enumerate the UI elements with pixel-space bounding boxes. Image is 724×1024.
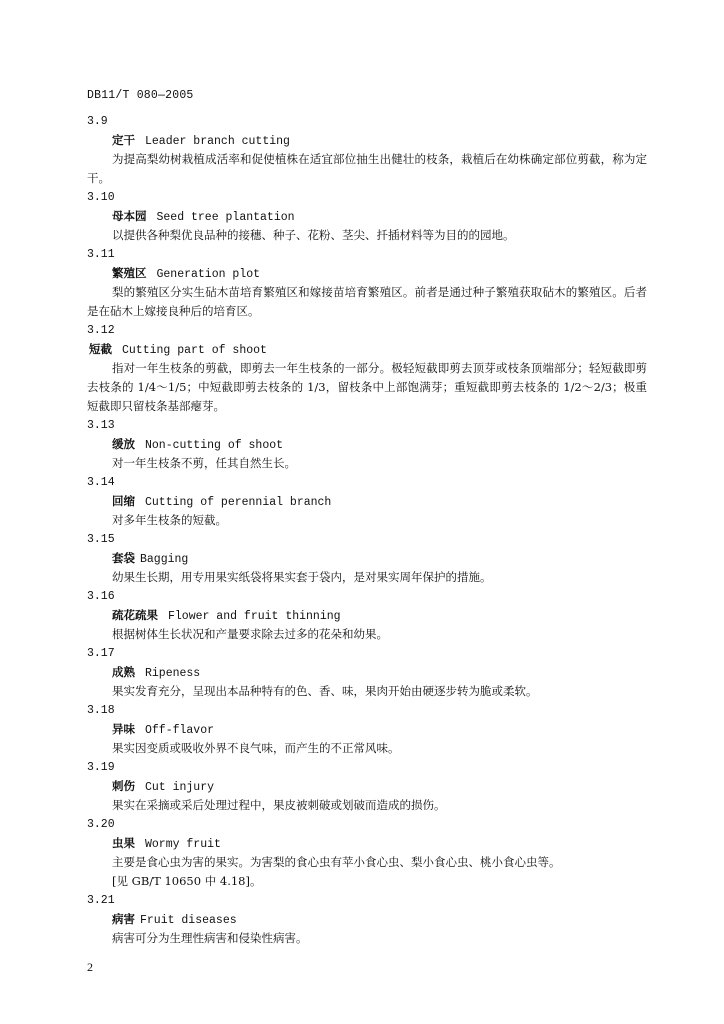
term-english: Bagging [140,553,189,566]
term-entry-3-19 [87,758,647,815]
term-heading [87,340,647,359]
term-chinese: 定干 [112,133,135,147]
term-entry-3-12 [87,321,647,416]
term-english: Ripeness [145,667,201,680]
term-entry-3-16 [87,587,647,644]
clause-number: 3.12 [87,324,115,337]
term-english: Off-flavor [145,724,215,737]
term-definition: 为提高梨幼树栽植成活率和促使植株在适宜部位抽生出健壮的枝条，栽植后在幼株确定部位剪截，称为定干。 [87,152,647,185]
term-heading [87,777,647,796]
term-definition: 指对一年生枝条的剪截，即剪去一年生枝条的一部分。极轻短截即剪去顶芽或枝条顶端部分；轻短截即剪去枝条的 1/4～1/5；中短截即剪去枝条的 1/3，留枝条中上部饱满芽；重短截即剪去枝条的 1/2～2/3；极重短截即只留枝条基部瘪芽。 [87,361,647,413]
term-heading [87,207,647,226]
term-definition: 果实发育充分，呈现出本品种特有的色、香、味，果肉开始由硬逐步转为脆或柔软。 [112,684,538,698]
term-english: Flower and fruit thinning [168,610,341,623]
term-heading [87,910,647,929]
term-definition: 果实在采摘或采后处理过程中，果皮被刺破或划破而造成的损伤。 [112,798,446,812]
term-entry-3-10 [87,188,647,245]
term-definition: 幼果生长期，用专用果实纸袋将果实套于袋内，是对果实周年保护的措施。 [112,570,492,584]
clause-number: 3.15 [87,533,115,546]
term-heading [87,131,647,150]
term-entry-3-13 [87,416,647,473]
term-chinese: 病害 [112,912,135,926]
clause-number: 3.14 [87,476,115,489]
term-entry-3-20 [87,815,647,891]
term-english: Seed tree plantation [156,211,295,224]
term-chinese: 母本园 [112,209,147,223]
term-reference: [见 GB/T 10650 中 4.18]。 [112,874,262,888]
term-chinese: 繁殖区 [112,266,147,280]
term-english: Cutting of perennial branch [145,496,332,509]
document-id: DB11/T 080—2005 [87,89,194,102]
term-entry-3-15 [87,530,647,587]
term-heading [87,663,647,682]
clause-number: 3.20 [87,818,115,831]
term-chinese: 刺伤 [112,779,135,793]
term-entry-3-11 [87,245,647,321]
clause-number: 3.13 [87,419,115,432]
term-chinese: 疏花疏果 [112,608,158,622]
term-english: Generation plot [156,268,261,281]
clause-number: 3.21 [87,894,115,907]
term-entry-3-18 [87,701,647,758]
clause-number: 3.11 [87,248,115,261]
term-definition: 果实因变质或吸收外界不良气味，而产生的不正常风味。 [112,741,400,755]
term-entry-3-21 [87,891,647,948]
term-definition: 病害可分为生理性病害和侵染性病害。 [112,931,308,945]
clause-number: 3.19 [87,761,115,774]
term-english: Leader branch cutting [145,135,290,148]
clause-number: 3.16 [87,590,115,603]
term-english: Non-cutting of shoot [145,439,284,452]
term-english: Cutting part of shoot [122,344,267,357]
clause-number: 3.18 [87,704,115,717]
term-entry-3-9 [87,112,647,188]
term-chinese: 回缩 [112,494,135,508]
term-definition: 对一年生枝条不剪，任其自然生长。 [112,456,296,470]
term-heading [87,834,647,853]
term-english: Wormy fruit [145,838,221,851]
term-english: Fruit diseases [140,914,237,927]
terms-list [87,112,647,948]
clause-number: 3.10 [87,191,115,204]
term-chinese: 套袋 [112,551,135,565]
term-chinese: 缓放 [112,437,135,451]
clause-number: 3.9 [87,115,108,128]
term-entry-3-17 [87,644,647,701]
term-chinese: 异味 [112,722,135,736]
term-heading [87,606,647,625]
term-entry-3-14 [87,473,647,530]
term-heading [87,549,647,568]
term-english: Cut injury [145,781,215,794]
term-definition: 根据树体生长状况和产量要求除去过多的花朵和幼果。 [112,627,388,641]
term-heading [87,264,647,283]
term-definition: 主要是食心虫为害的果实。为害梨的食心虫有苹小食心虫、梨小食心虫、桃小食心虫等。 [112,855,561,869]
term-chinese: 短截 [89,342,112,356]
term-heading [87,435,647,454]
term-definition: 对多年生枝条的短截。 [112,513,227,527]
term-definition: 梨的繁殖区分实生砧木苗培育繁殖区和嫁接苗培育繁殖区。前者是通过种子繁殖获取砧木的繁殖区。后者是在砧木上嫁接良种后的培育区。 [87,285,647,318]
term-definition: 以提供各种梨优良品种的接穗、种子、花粉、茎尖、扦插材料等为目的的园地。 [112,228,515,242]
term-heading [87,720,647,739]
term-chinese: 虫果 [112,836,135,850]
clause-number: 3.17 [87,647,115,660]
page-number: 2 [87,960,93,974]
term-chinese: 成熟 [112,665,135,679]
term-heading [87,492,647,511]
